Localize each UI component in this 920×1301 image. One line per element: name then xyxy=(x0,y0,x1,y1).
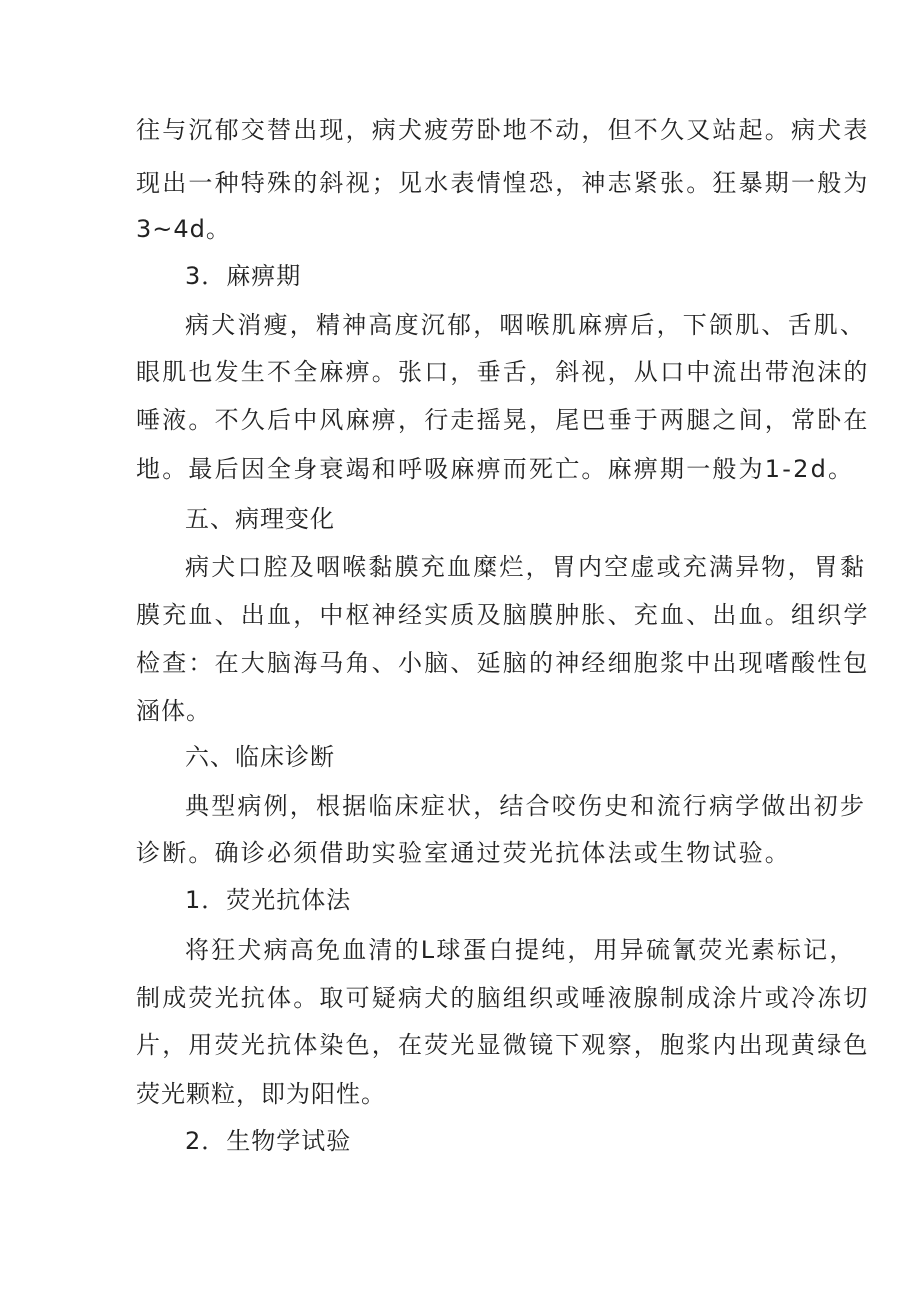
section-heading: 3．麻痹期 xyxy=(185,262,302,290)
text-line: 往与沉郁交替出现，病犬疲劳卧地不动，但不久又站起。病犬表 xyxy=(136,116,870,144)
text-line: 诊断。确诊必须借助实验室通过荧光抗体法或生物试验。 xyxy=(136,839,791,867)
text-line: 病犬口腔及咽喉黏膜充血糜烂，胃内空虚或充满异物，胃黏 xyxy=(185,553,867,581)
text-line: 涵体。 xyxy=(136,697,211,725)
section-heading: 2．生物学试验 xyxy=(185,1127,352,1155)
text-line: 典型病例，根据临床症状，结合咬伤史和流行病学做出初步 xyxy=(185,792,867,820)
section-heading: 1．荧光抗体法 xyxy=(185,886,352,914)
text-line: 地。最后因全身衰竭和呼吸麻痹而死亡。麻痹期一般为1-2d。 xyxy=(136,455,855,483)
text-line: 病犬消瘦，精神高度沉郁，咽喉肌麻痹后，下颌肌、舌肌、 xyxy=(185,311,867,339)
text-line: 膜充血、出血，中枢神经实质及脑膜肿胀、充血、出血。组织学 xyxy=(136,601,870,629)
text-line: 检查：在大脑海马角、小脑、延脑的神经细胞浆中出现嗜酸性包 xyxy=(136,649,870,677)
section-heading: 六、临床诊断 xyxy=(185,743,335,771)
text-line: 将狂犬病高免血清的L球蛋白提纯，用异硫氰荧光素标记， xyxy=(185,936,856,964)
text-line: 唾液。不久后中风麻痹，行走摇晃，尾巴垂于两腿之间，常卧在 xyxy=(136,406,870,434)
text-line: 片，用荧光抗体染色，在荧光显微镜下观察，胞浆内出现黄绿色 xyxy=(136,1031,870,1059)
text-line: 3~4d。 xyxy=(136,215,231,243)
section-heading: 五、病理变化 xyxy=(185,505,335,533)
text-line: 现出一种特殊的斜视；见水表情惶恐，神志紧张。狂暴期一般为 xyxy=(136,169,870,197)
text-line: 荧光颗粒，即为阳性。 xyxy=(136,1080,386,1108)
text-line: 制成荧光抗体。取可疑病犬的脑组织或唾液腺制成涂片或冷冻切 xyxy=(136,984,870,1012)
text-line: 眼肌也发生不全麻痹。张口，垂舌，斜视，从口中流出带泡沫的 xyxy=(136,358,870,386)
